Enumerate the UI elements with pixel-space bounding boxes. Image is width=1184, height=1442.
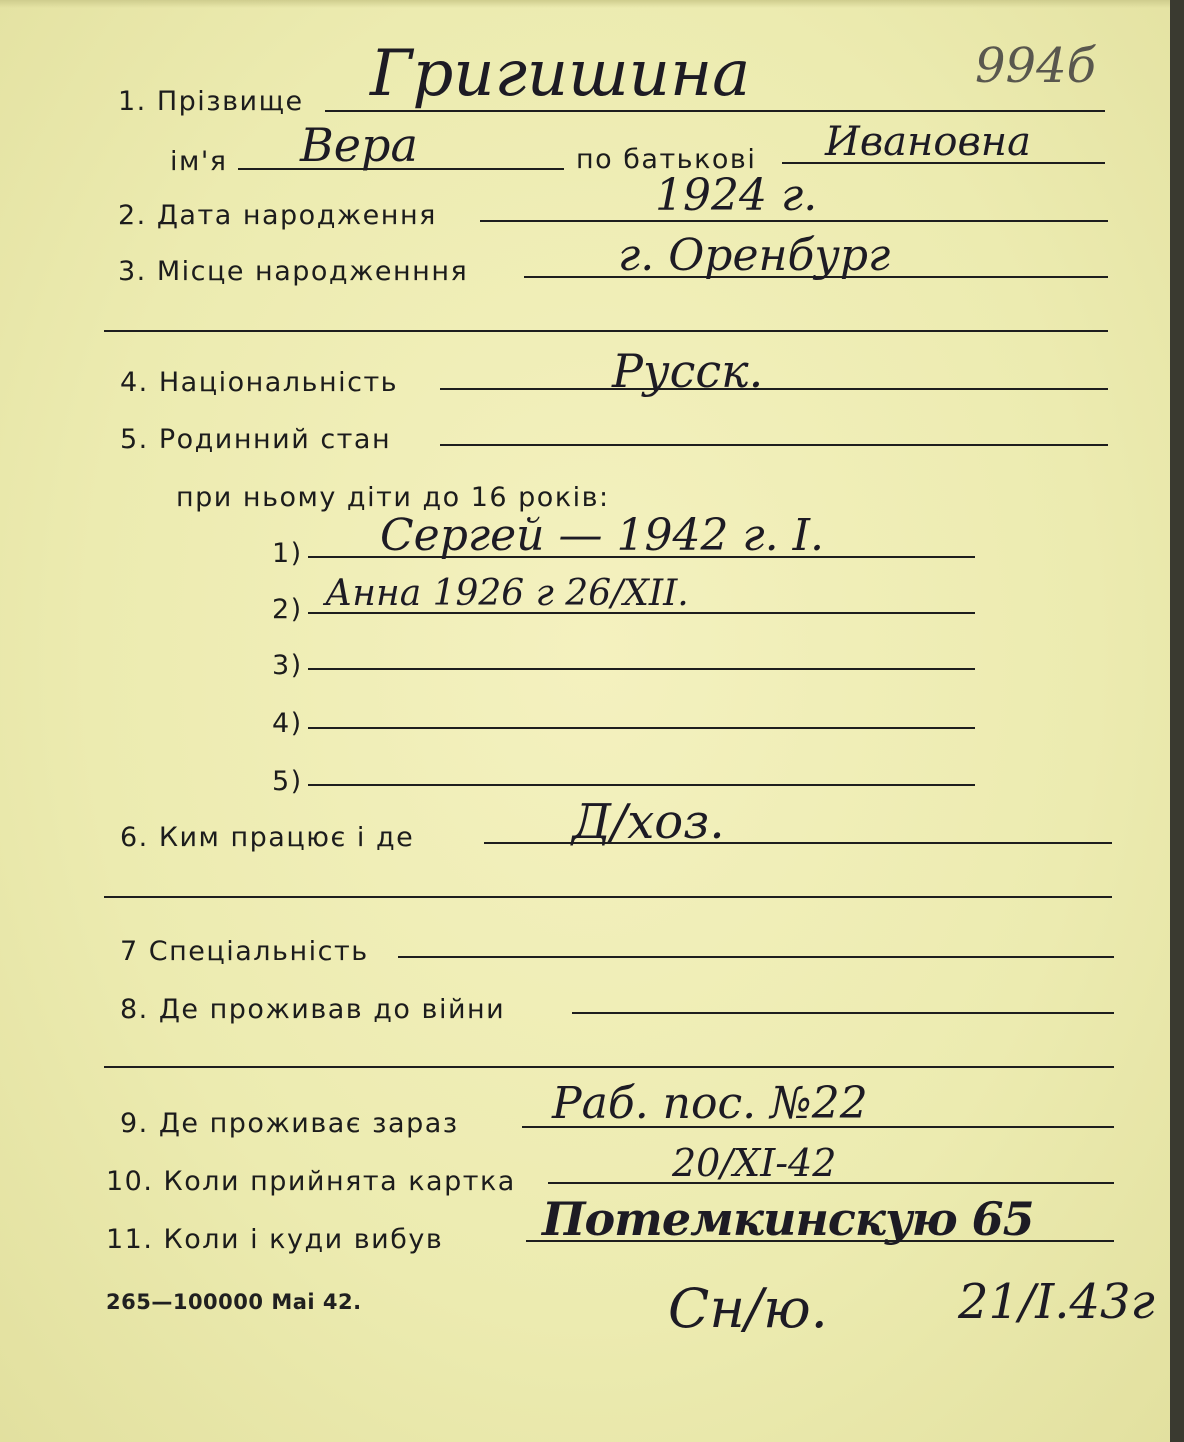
patronymic-label: по батькові [576, 144, 757, 175]
card-accepted-value: 20/XI-42 [672, 1141, 837, 1185]
nationality-value: Русск. [612, 344, 764, 398]
surname-value: Григишина [370, 37, 751, 111]
first-name-value: Вера [300, 118, 418, 172]
prewar-residence-label: 8. Де проживав до війни [120, 994, 506, 1025]
child-5-line [308, 784, 975, 786]
children-header: при ньому діти до 16 років: [176, 482, 610, 513]
family-status-label: 5. Родинний стан [120, 424, 392, 455]
birthdate-value: 1924 г. [655, 170, 818, 221]
child-3-number: 3) [272, 650, 303, 681]
child-1-value: Сергей — 1942 г. I. [380, 510, 824, 561]
bottom-note: Сн/ю. [668, 1277, 828, 1340]
archive-number: 994б [975, 38, 1096, 94]
work-line-2 [104, 896, 1112, 898]
birthdate-label: 2. Дата народження [118, 200, 437, 231]
departure-value: Потемкинскую 65 [542, 1192, 1034, 1246]
prewar-residence-line [572, 1012, 1114, 1014]
paper-right-edge [1170, 0, 1184, 1442]
patronymic-value: Ивановна [825, 119, 1031, 165]
nationality-line [440, 388, 1108, 390]
family-status-line [440, 444, 1108, 446]
current-residence-value: Раб. пос. №22 [552, 1078, 868, 1129]
card-accepted-label: 10. Коли прийнята картка [106, 1166, 516, 1197]
child-1-number: 1) [272, 538, 303, 569]
work-value: Д/хоз. [572, 794, 725, 850]
surname-label: 1. Прізвище [118, 86, 304, 117]
child-4-line [308, 727, 975, 729]
prewar-residence-line-2 [104, 1066, 1114, 1068]
birthplace-value: г. Оренбург [618, 230, 891, 281]
birthplace-label: 3. Місце народженння [118, 256, 469, 287]
child-2-number: 2) [272, 594, 303, 625]
print-number: 265—100000 Mai 42. [106, 1290, 362, 1314]
birthplace-line-2 [104, 330, 1108, 332]
first-name-label: ім'я [170, 146, 228, 177]
specialty-label: 7 Спеціальність [120, 936, 369, 967]
child-5-number: 5) [272, 766, 303, 797]
current-residence-label: 9. Де проживає зараз [120, 1108, 459, 1139]
work-label: 6. Ким працює і де [120, 822, 415, 853]
nationality-label: 4. Національність [120, 367, 399, 398]
child-2-value: Анна 1926 г 26/XII. [325, 573, 689, 614]
departure-label: 11. Коли і куди вибув [106, 1224, 444, 1255]
bottom-date: 21/I.43г [958, 1274, 1155, 1330]
specialty-line [398, 956, 1114, 958]
child-4-number: 4) [272, 708, 303, 739]
paper-edge-shadow [0, 0, 1184, 8]
child-3-line [308, 668, 975, 670]
